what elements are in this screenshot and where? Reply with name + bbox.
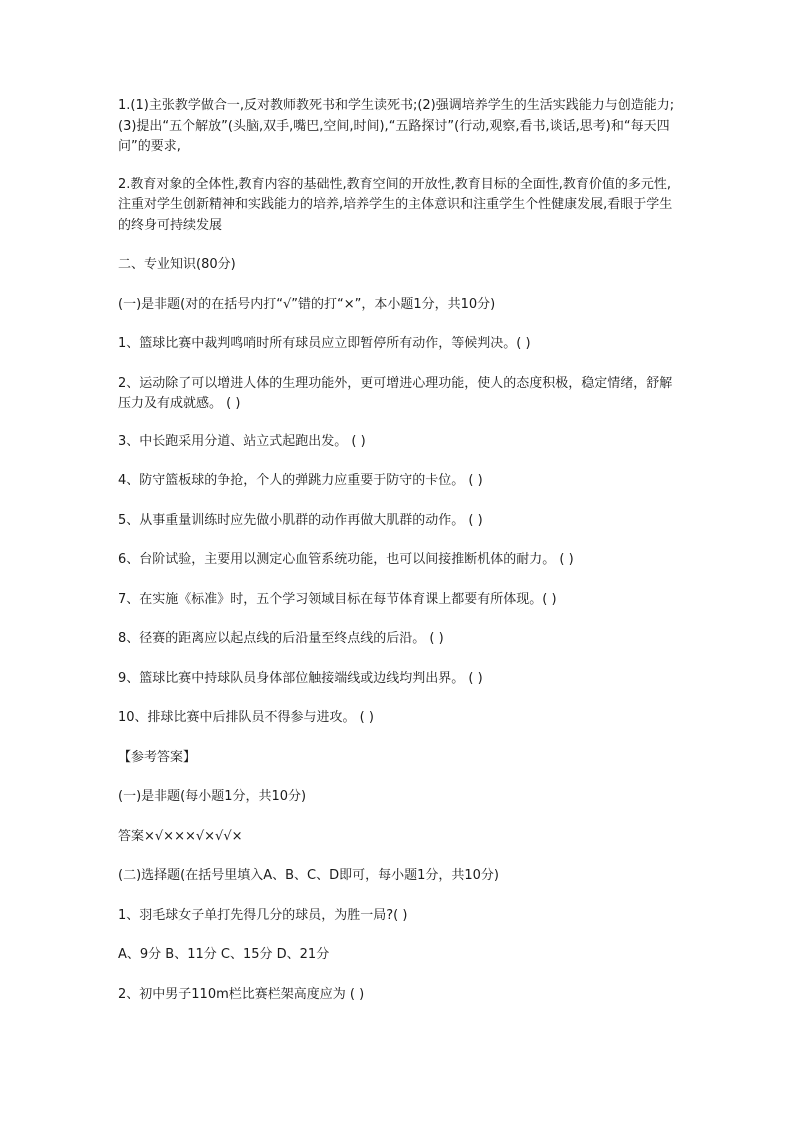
reference-tf-heading: (一)是非题(每小题1分，共10分) — [118, 789, 307, 804]
tf-question-3: 3、中长跑采用分道、站立式起跑出发。 ( ) — [118, 433, 366, 449]
tf-question-5: 5、从事重量训练时应先做小肌群的动作再做大肌群的动作。 ( ) — [118, 512, 483, 528]
document-page — [118, 96, 678, 1005]
tf-question-4: 4、防守篮板球的争抢，个人的弹跳力应重要于防守的卡位。 ( ) — [118, 473, 483, 488]
tf-question-6: 6、台阶试验，主要用以测定心血管系统功能，也可以间接推断机体的耐力。 ( ) — [118, 552, 574, 567]
tf-question-1: 1、篮球比赛中裁判鸣哨时所有球员应立即暂停所有动作，等候判决。( ) — [118, 336, 531, 351]
tf-question-7: 7、在实施《标准》时，五个学习领域目标在每节体育课上都要有所体现。( ) — [118, 591, 557, 607]
answer-paragraph-1: 1.(1)主张教学做合一,反对教师教死书和学生读死书;(2)强调培养学生的生活实践能力与创造能力;(3)提出“五个解放”(头脑,双手,嘴巴,空间,时间),“五路探讨”(行动,观察,看书,谈话,思考)和“每天四问”的要求, — [118, 98, 675, 154]
section-title: 二、专业知识(80分) — [118, 257, 236, 272]
true-false-heading: (一)是非题(对的在括号内打“√”错的打“×”，本小题1分，共10分) — [118, 296, 496, 312]
choice-question-1: 1、羽毛球女子单打先得几分的球员，为胜一局?( ) — [118, 907, 408, 923]
tf-question-10: 10、排球比赛中后排队员不得参与进攻。 ( ) — [118, 710, 374, 725]
tf-question-8: 8、径赛的距离应以起点线的后沿量至终点线的后沿。 ( ) — [118, 631, 444, 646]
reference-answer-heading: 【参考答案】 — [118, 749, 197, 765]
tf-question-2: 2、运动除了可以增进人体的生理功能外，更可增进心理功能，使人的态度积极，稳定情绪，舒解压力及有成就感。 ( ) — [118, 375, 673, 411]
choice-question-2: 2、初中男子110m栏比赛栏架高度应为 ( ) — [118, 986, 365, 1002]
tf-question-9: 9、篮球比赛中持球队员身体部位触接端线或边线均判出界。 ( ) — [118, 670, 483, 686]
answer-paragraph-2: 2.教育对象的全体性,教育内容的基础性,教育空间的开放性,教育目标的全面性,教育价值的多元性,注重对学生创新精神和实践能力的培养,培养学生的主体意识和注重学生个性健康发展,看眼于学生的终身可持续发展 — [118, 176, 673, 233]
reference-tf-answer: 答案×√×××√×√√× — [118, 828, 243, 844]
choice-question-1-options: A、9分 B、11分 C、15分 D、21分 — [118, 947, 330, 962]
choice-heading: (二)选择题(在括号里填入A、B、C、D即可，每小题1分，共10分) — [118, 868, 499, 883]
